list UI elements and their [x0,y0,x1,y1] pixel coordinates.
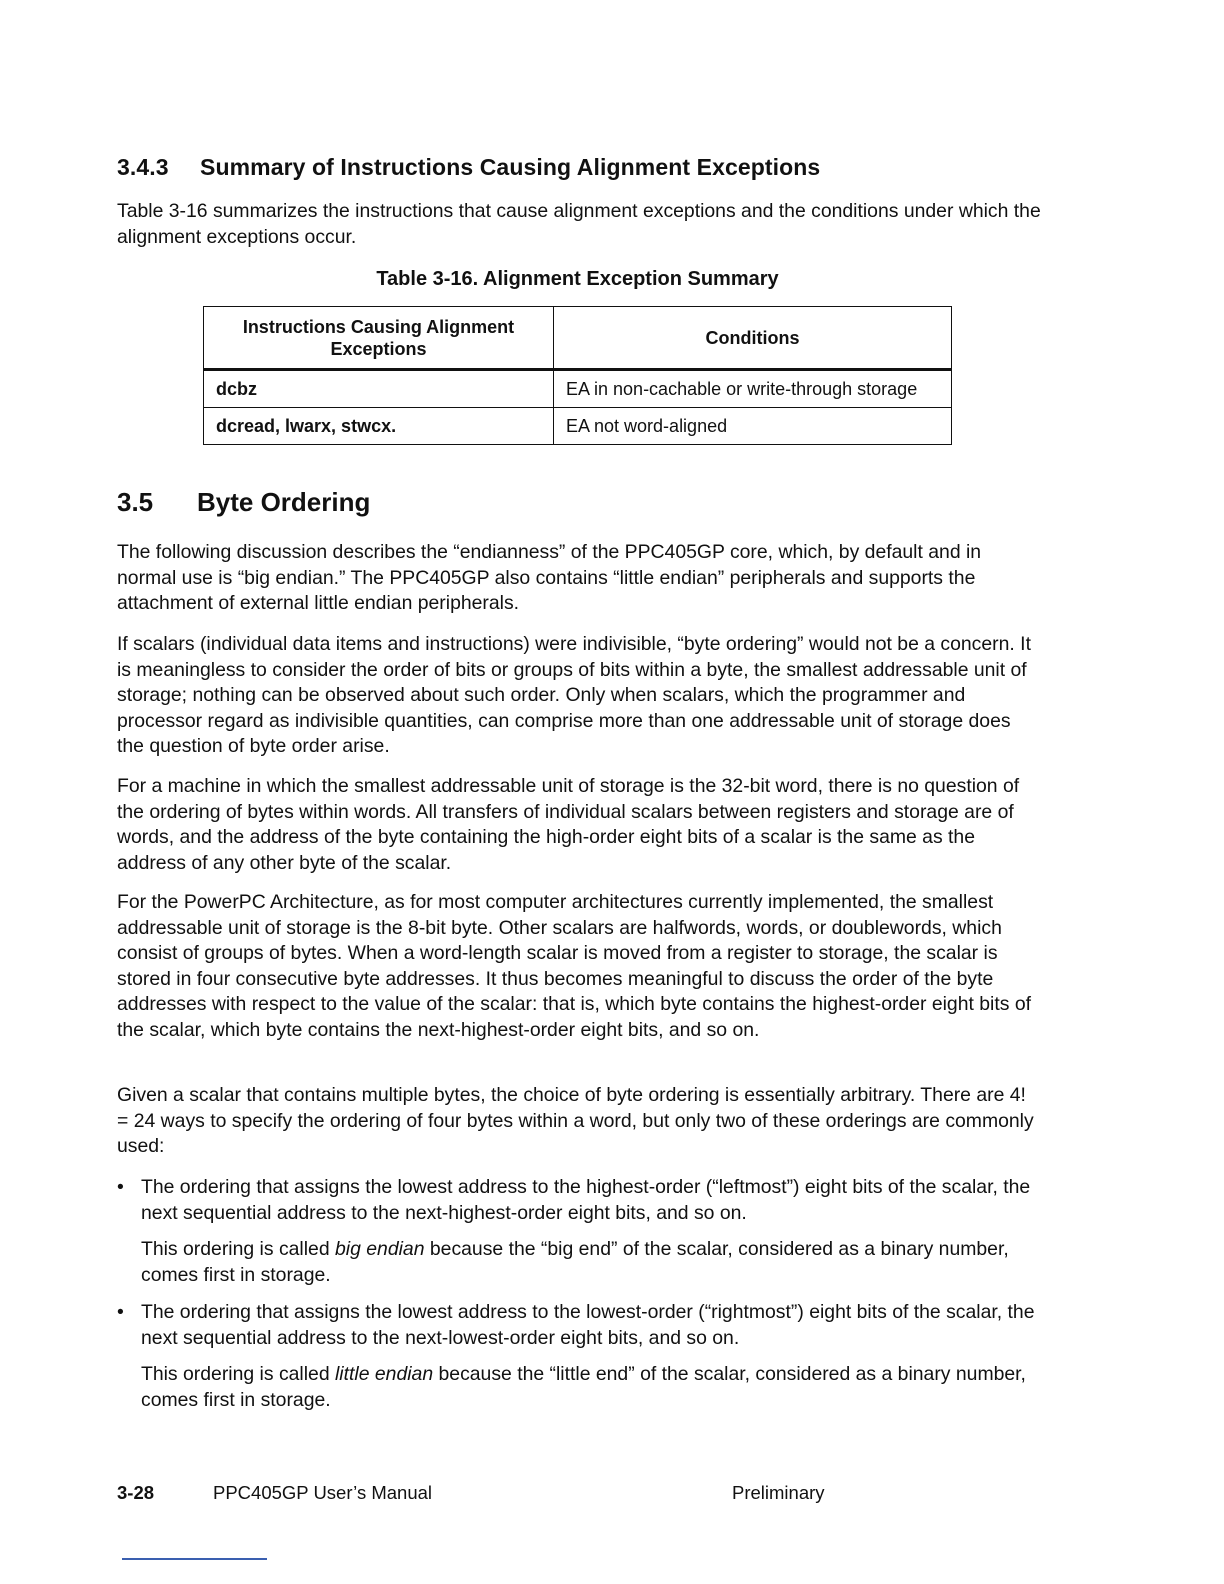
section-number: 3.4.3 [117,154,169,180]
table-row [204,370,952,408]
table-cell-condition: EA in non-cachable or write-through storage [554,370,952,408]
intro-paragraph: Table 3-16 summarizes the instructions that cause alignment exceptions and the conditions under which the alignment exceptions occur. [117,200,1041,248]
section-number: 3.5 [117,487,154,517]
bullet-icon: • [117,1301,124,1323]
body-paragraph: For the PowerPC Architecture, as for most computer architectures currently implemented, the smallest addressable unit of storage is the 8-bit byte. Other scalars are halfwords, words, or doublewords, which consist of groups of bytes. When a word-length scalar is moved from a register to storage, the scalar is stored in four consecutive byte addresses. It thus becomes meaningful to discuss the order of the byte addresses with respect to the value of the scalar: that is, which byte contains the highest-order eight bits of the scalar, which byte contains the next-highest-order eight bits, and so on. [117,891,1032,1041]
note-text: This ordering is called [141,1363,335,1385]
note-text: This ordering is called [141,1238,335,1260]
body-paragraph: If scalars (individual data items and instructions) were indivisible, “byte ordering” would not be a concern. It is meaningless to consider the order of bits or groups of bits within a byte, the smallest addressable unit of storage; nothing can be observed about such order. Only when scalars, which the programmer and processor regard as indivisible quantities, can comprise more than one addressable unit of storage does the question of byte order arise. [117,633,1031,758]
body-paragraph: Given a scalar that contains multiple bytes, the choice of byte ordering is essentially arbitrary. There are 4! = 24 ways to specify the ordering of four bytes within a word, but only two of these orderings are commonly used: [117,1084,1034,1158]
body-paragraph: For a machine in which the smallest addressable unit of storage is the 32-bit word, there is no question of the ordering of bytes within words. All transfers of individual scalars between registers and storage are of words, and the address of the byte containing the high-order eight bits of a scalar is the same as the address of any other byte of the scalar. [117,775,1020,874]
list-item-note [141,1237,1041,1288]
list-item-note [141,1362,1041,1413]
footer-status: Preliminary [732,1482,825,1503]
section-title: Summary of Instructions Causing Alignment Exceptions [200,154,821,180]
note-text: because the “little end” of the scalar, considered as a binary number, comes first in storage. [141,1363,1026,1411]
table-cell-instruction: dcbz [204,370,554,408]
table-header-row [204,307,952,370]
section-heading-3-5 [117,487,370,518]
note-text: because the “big end” of the scalar, considered as a binary number, comes first in storage. [141,1238,1009,1286]
table-header-conditions: Conditions [554,307,952,370]
body-paragraph: The following discussion describes the “endianness” of the PPC405GP core, which, by default and in normal use is “big endian.” The PPC405GP also contains “little endian” peripherals and supports the attachment of external little endian peripherals. [117,541,982,615]
table-caption: Table 3-16. Alignment Exception Summary [376,268,779,290]
section-heading-3-4-3 [117,154,820,181]
footer-page-number: 3-28 [117,1482,155,1503]
table-cell-condition: EA not word-aligned [554,408,952,445]
bullet-icon: • [117,1176,124,1198]
emphasized-term: little endian [335,1363,434,1385]
list-item [117,1175,1042,1226]
section-title: Byte Ordering [197,487,371,517]
list-item [117,1300,1042,1351]
list-item-text: The ordering that assigns the lowest address to the highest-order (“leftmost”) eight bits of the scalar, the next sequential address to the next-highest-order eight bits, and so on. [141,1176,1031,1224]
list-item-text: The ordering that assigns the lowest address to the lowest-order (“rightmost”) eight bits of the scalar, the next sequential address to the next-lowest-order eight bits, and so on. [141,1301,1035,1349]
table-header-instructions: Instructions Causing Alignment Exceptions [204,307,554,370]
alignment-exception-table [203,306,952,445]
table-row [204,408,952,445]
footer-title: PPC405GP User’s Manual [213,1482,433,1503]
bottom-rule [122,1558,267,1560]
table-cell-instruction: dcread, lwarx, stwcx. [204,408,554,445]
emphasized-term: big endian [335,1238,425,1260]
